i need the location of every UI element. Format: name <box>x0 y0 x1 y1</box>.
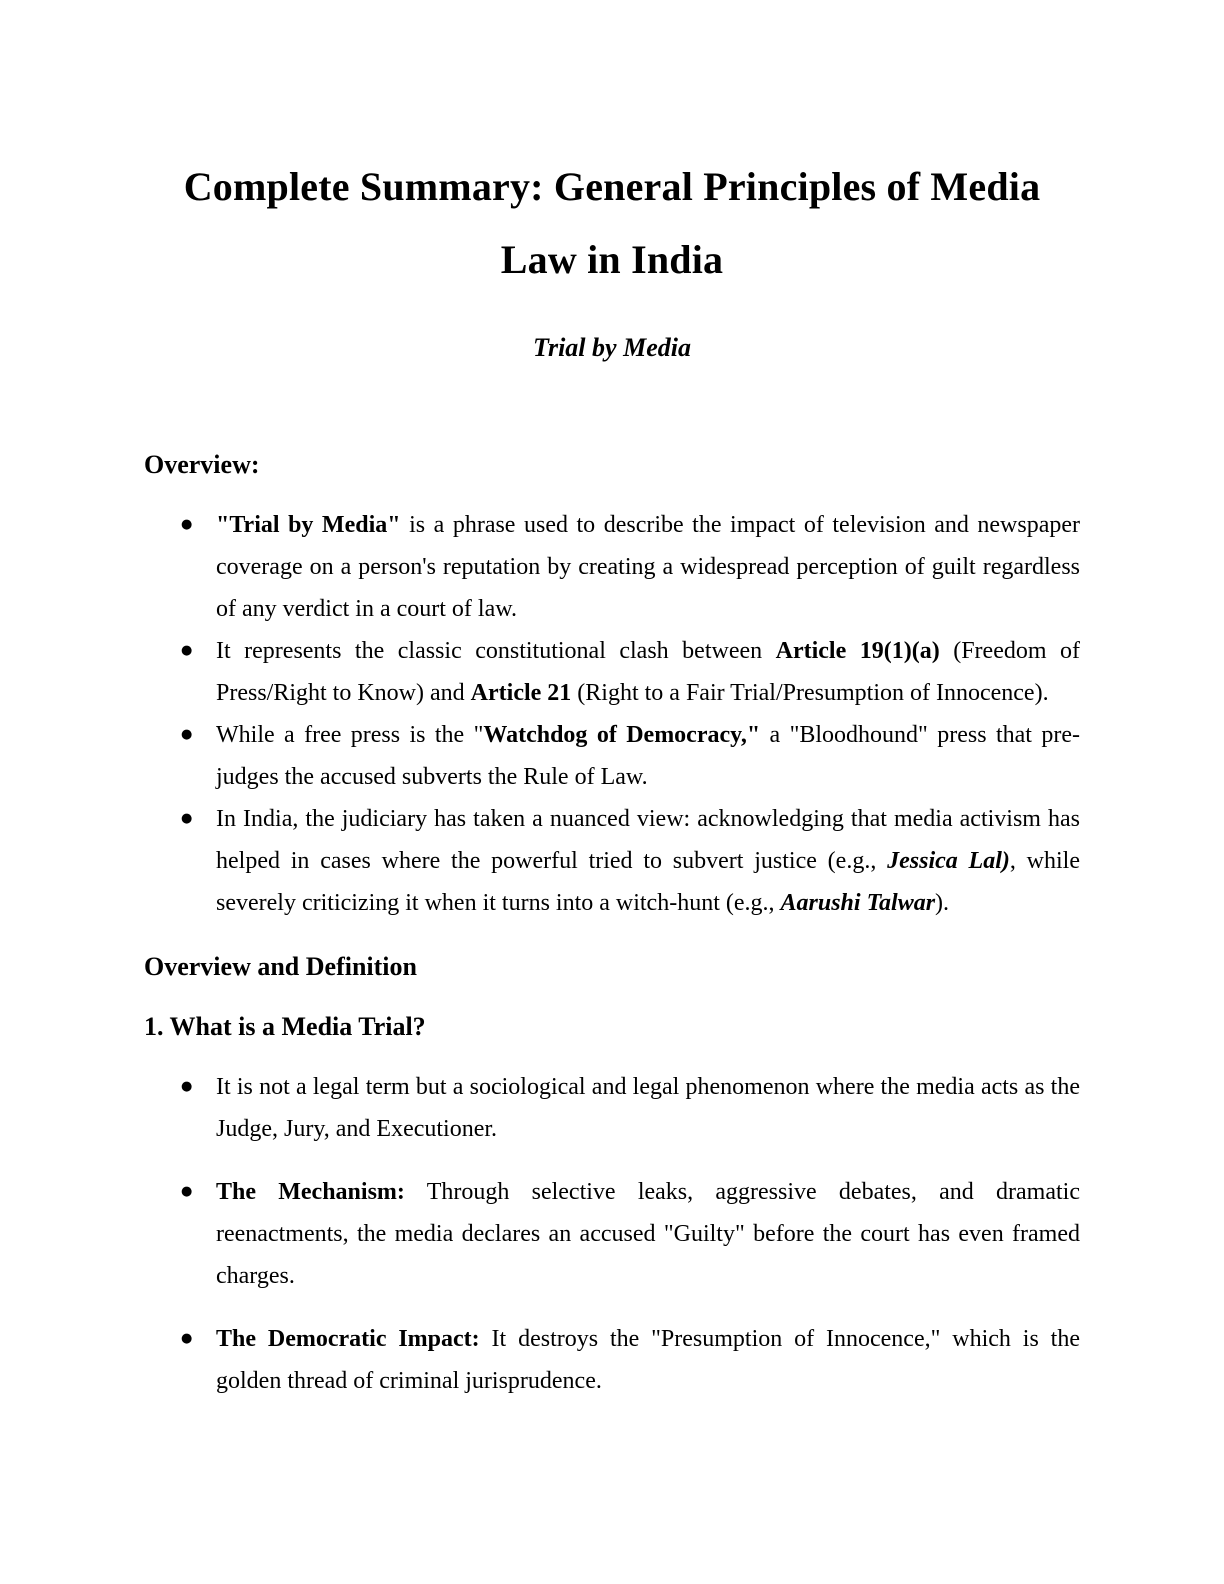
bullet-item <box>144 504 1080 630</box>
document-subtitle: Trial by Media <box>533 333 691 362</box>
bullet-icon: ● <box>181 1331 193 1346</box>
bullet-item <box>144 630 1080 714</box>
bullet-item <box>144 714 1080 798</box>
bullet-text: The Democratic Impact: It destroys the "Presumption of Innocence," which is the golden thread of criminal jurisprudence. <box>216 1326 1080 1394</box>
bullet-item <box>144 1318 1080 1402</box>
overview-bullet-list <box>144 504 1080 924</box>
bullet-item <box>144 1066 1080 1150</box>
bullet-item <box>144 798 1080 924</box>
bullet-item <box>144 1171 1080 1297</box>
bullet-text: While a free press is the "Watchdog of Democracy," a "Bloodhound" press that pre-judges the accused subverts the Rule of Law. <box>216 722 1080 790</box>
bullet-icon: ● <box>181 1184 193 1199</box>
bullet-icon: ● <box>181 643 193 658</box>
bullet-icon: ● <box>181 727 193 742</box>
bullet-text: It represents the classic constitutional clash between Article 19(1)(a) (Freedom of Press/Right to Know) and Article 21 (Right to a Fair Trial/Presumption of Innocence). <box>216 638 1081 706</box>
bullet-icon: ● <box>181 811 193 826</box>
bullet-text: In India, the judiciary has taken a nuanced view: acknowledging that media activism has helped in cases where the powerful tried to subvert justice (e.g., Jessica Lal), while severely criticizing it when it turns into a witch-hunt (e.g., Aarushi Talwar). <box>216 806 1080 916</box>
section-heading-overview-and-definition: Overview and Definition <box>144 952 417 981</box>
bullet-text: It is not a legal term but a sociological and legal phenomenon where the media acts as the Judge, Jury, and Executioner. <box>216 1074 1080 1142</box>
overview-heading: Overview: <box>144 450 260 479</box>
bullet-text: "Trial by Media" is a phrase used to describe the impact of television and newspaper coverage on a person's reputation by creating a widespread perception of guilt regardless of any verdict in a court of law. <box>216 512 1081 622</box>
page-title-line2: Law in India <box>500 237 724 282</box>
bullet-text: The Mechanism: Through selective leaks, aggressive debates, and dramatic reenactments, the media declares an accused "Guilty" before the court has even framed charges. <box>216 1179 1080 1289</box>
bullet-icon: ● <box>181 517 193 532</box>
page-title-line1: Complete Summary: General Principles of Media <box>183 164 1041 209</box>
page-title <box>144 150 1080 296</box>
definition-bullet-list <box>144 1066 1080 1402</box>
bullet-icon: ● <box>181 1079 193 1094</box>
section-heading-what-is-a-media-trial: 1. What is a Media Trial? <box>144 1012 426 1041</box>
